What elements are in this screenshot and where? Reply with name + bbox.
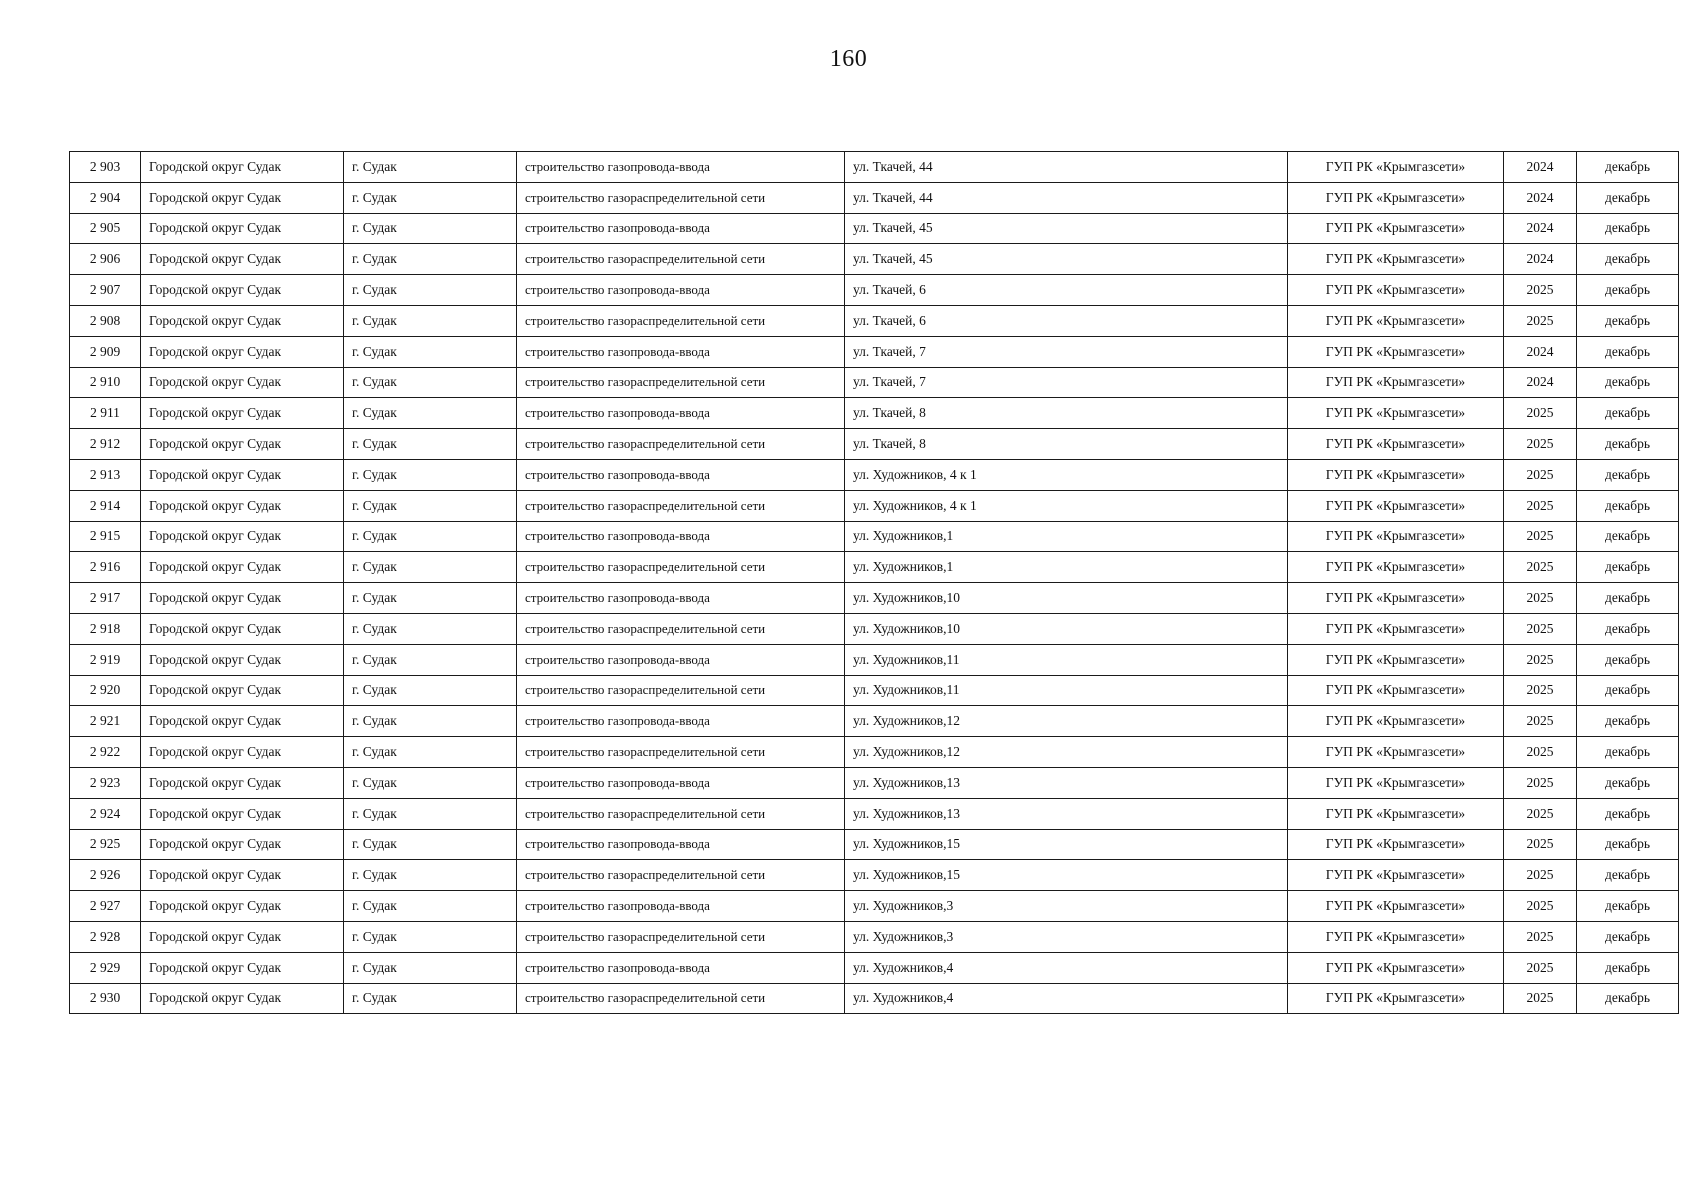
row-number-cell: 2 917 bbox=[70, 583, 141, 614]
district-cell: Городской округ Судак bbox=[141, 706, 344, 737]
city-cell: г. Судак bbox=[344, 829, 517, 860]
district-cell: Городской округ Судак bbox=[141, 891, 344, 922]
year-cell: 2025 bbox=[1504, 737, 1577, 768]
address-cell: ул. Ткачей, 45 bbox=[845, 213, 1288, 244]
address-cell: ул. Ткачей, 7 bbox=[845, 367, 1288, 398]
address-cell: ул. Ткачей, 8 bbox=[845, 398, 1288, 429]
month-cell: декабрь bbox=[1577, 429, 1679, 460]
district-cell: Городской округ Судак bbox=[141, 737, 344, 768]
row-number-cell: 2 928 bbox=[70, 921, 141, 952]
address-cell: ул. Художников,12 bbox=[845, 706, 1288, 737]
city-cell: г. Судак bbox=[344, 860, 517, 891]
row-number-cell: 2 923 bbox=[70, 767, 141, 798]
registry-table-body bbox=[70, 152, 1679, 1014]
address-cell: ул. Ткачей, 44 bbox=[845, 152, 1288, 183]
district-cell: Городской округ Судак bbox=[141, 675, 344, 706]
month-cell: декабрь bbox=[1577, 737, 1679, 768]
district-cell: Городской округ Судак bbox=[141, 490, 344, 521]
table-row bbox=[70, 737, 1679, 768]
district-cell: Городской округ Судак bbox=[141, 244, 344, 275]
year-cell: 2025 bbox=[1504, 429, 1577, 460]
table-row bbox=[70, 675, 1679, 706]
work-type-cell: строительство газораспределительной сети bbox=[517, 921, 845, 952]
year-cell: 2025 bbox=[1504, 829, 1577, 860]
row-number-cell: 2 921 bbox=[70, 706, 141, 737]
organization-cell: ГУП РК «Крымгазсети» bbox=[1288, 921, 1504, 952]
city-cell: г. Судак bbox=[344, 275, 517, 306]
district-cell: Городской округ Судак bbox=[141, 275, 344, 306]
month-cell: декабрь bbox=[1577, 213, 1679, 244]
year-cell: 2024 bbox=[1504, 152, 1577, 183]
work-type-cell: строительство газораспределительной сети bbox=[517, 675, 845, 706]
month-cell: декабрь bbox=[1577, 305, 1679, 336]
table-row bbox=[70, 459, 1679, 490]
table-row bbox=[70, 336, 1679, 367]
year-cell: 2025 bbox=[1504, 305, 1577, 336]
address-cell: ул. Художников,13 bbox=[845, 767, 1288, 798]
work-type-cell: строительство газораспределительной сети bbox=[517, 490, 845, 521]
month-cell: декабрь bbox=[1577, 891, 1679, 922]
month-cell: декабрь bbox=[1577, 860, 1679, 891]
city-cell: г. Судак bbox=[344, 921, 517, 952]
district-cell: Городской округ Судак bbox=[141, 952, 344, 983]
city-cell: г. Судак bbox=[344, 152, 517, 183]
year-cell: 2025 bbox=[1504, 706, 1577, 737]
organization-cell: ГУП РК «Крымгазсети» bbox=[1288, 891, 1504, 922]
city-cell: г. Судак bbox=[344, 891, 517, 922]
address-cell: ул. Ткачей, 7 bbox=[845, 336, 1288, 367]
row-number-cell: 2 922 bbox=[70, 737, 141, 768]
year-cell: 2024 bbox=[1504, 244, 1577, 275]
work-type-cell: строительство газораспределительной сети bbox=[517, 983, 845, 1014]
district-cell: Городской округ Судак bbox=[141, 182, 344, 213]
address-cell: ул. Художников,13 bbox=[845, 798, 1288, 829]
year-cell: 2025 bbox=[1504, 860, 1577, 891]
row-number-cell: 2 925 bbox=[70, 829, 141, 860]
city-cell: г. Судак bbox=[344, 552, 517, 583]
district-cell: Городской округ Судак bbox=[141, 398, 344, 429]
row-number-cell: 2 911 bbox=[70, 398, 141, 429]
month-cell: декабрь bbox=[1577, 583, 1679, 614]
organization-cell: ГУП РК «Крымгазсети» bbox=[1288, 336, 1504, 367]
address-cell: ул. Художников,15 bbox=[845, 829, 1288, 860]
table-row bbox=[70, 891, 1679, 922]
page-number: 160 bbox=[829, 46, 868, 72]
work-type-cell: строительство газораспределительной сети bbox=[517, 613, 845, 644]
city-cell: г. Судак bbox=[344, 521, 517, 552]
table-row bbox=[70, 490, 1679, 521]
work-type-cell: строительство газопровода-ввода bbox=[517, 767, 845, 798]
work-type-cell: строительство газораспределительной сети bbox=[517, 429, 845, 460]
city-cell: г. Судак bbox=[344, 244, 517, 275]
district-cell: Городской округ Судак bbox=[141, 429, 344, 460]
row-number-cell: 2 924 bbox=[70, 798, 141, 829]
organization-cell: ГУП РК «Крымгазсети» bbox=[1288, 767, 1504, 798]
address-cell: ул. Ткачей, 45 bbox=[845, 244, 1288, 275]
work-type-cell: строительство газопровода-ввода bbox=[517, 459, 845, 490]
work-type-cell: строительство газопровода-ввода bbox=[517, 152, 845, 183]
year-cell: 2025 bbox=[1504, 583, 1577, 614]
address-cell: ул. Художников,10 bbox=[845, 583, 1288, 614]
organization-cell: ГУП РК «Крымгазсети» bbox=[1288, 675, 1504, 706]
city-cell: г. Судак bbox=[344, 613, 517, 644]
city-cell: г. Судак bbox=[344, 398, 517, 429]
month-cell: декабрь bbox=[1577, 552, 1679, 583]
row-number-cell: 2 913 bbox=[70, 459, 141, 490]
work-type-cell: строительство газораспределительной сети bbox=[517, 798, 845, 829]
city-cell: г. Судак bbox=[344, 675, 517, 706]
year-cell: 2024 bbox=[1504, 367, 1577, 398]
organization-cell: ГУП РК «Крымгазсети» bbox=[1288, 952, 1504, 983]
table-row bbox=[70, 275, 1679, 306]
table-row bbox=[70, 367, 1679, 398]
organization-cell: ГУП РК «Крымгазсети» bbox=[1288, 459, 1504, 490]
city-cell: г. Судак bbox=[344, 429, 517, 460]
district-cell: Городской округ Судак bbox=[141, 552, 344, 583]
city-cell: г. Судак bbox=[344, 367, 517, 398]
year-cell: 2025 bbox=[1504, 398, 1577, 429]
year-cell: 2025 bbox=[1504, 798, 1577, 829]
month-cell: декабрь bbox=[1577, 182, 1679, 213]
row-number-cell: 2 912 bbox=[70, 429, 141, 460]
address-cell: ул. Художников,4 bbox=[845, 983, 1288, 1014]
district-cell: Городской округ Судак bbox=[141, 367, 344, 398]
work-type-cell: строительство газопровода-ввода bbox=[517, 706, 845, 737]
organization-cell: ГУП РК «Крымгазсети» bbox=[1288, 737, 1504, 768]
address-cell: ул. Художников,10 bbox=[845, 613, 1288, 644]
month-cell: декабрь bbox=[1577, 459, 1679, 490]
month-cell: декабрь bbox=[1577, 490, 1679, 521]
organization-cell: ГУП РК «Крымгазсети» bbox=[1288, 244, 1504, 275]
district-cell: Городской округ Судак bbox=[141, 583, 344, 614]
city-cell: г. Судак bbox=[344, 983, 517, 1014]
address-cell: ул. Художников,11 bbox=[845, 675, 1288, 706]
table-row bbox=[70, 521, 1679, 552]
row-number-cell: 2 914 bbox=[70, 490, 141, 521]
work-type-cell: строительство газопровода-ввода bbox=[517, 336, 845, 367]
organization-cell: ГУП РК «Крымгазсети» bbox=[1288, 182, 1504, 213]
year-cell: 2024 bbox=[1504, 213, 1577, 244]
address-cell: ул. Художников,3 bbox=[845, 921, 1288, 952]
row-number-cell: 2 907 bbox=[70, 275, 141, 306]
city-cell: г. Судак bbox=[344, 798, 517, 829]
address-cell: ул. Художников, 4 к 1 bbox=[845, 459, 1288, 490]
year-cell: 2025 bbox=[1504, 891, 1577, 922]
table-row bbox=[70, 798, 1679, 829]
organization-cell: ГУП РК «Крымгазсети» bbox=[1288, 798, 1504, 829]
district-cell: Городской округ Судак bbox=[141, 829, 344, 860]
year-cell: 2025 bbox=[1504, 275, 1577, 306]
month-cell: декабрь bbox=[1577, 921, 1679, 952]
year-cell: 2025 bbox=[1504, 459, 1577, 490]
month-cell: декабрь bbox=[1577, 767, 1679, 798]
year-cell: 2024 bbox=[1504, 336, 1577, 367]
organization-cell: ГУП РК «Крымгазсети» bbox=[1288, 706, 1504, 737]
month-cell: декабрь bbox=[1577, 644, 1679, 675]
district-cell: Городской округ Судак bbox=[141, 336, 344, 367]
work-type-cell: строительство газопровода-ввода bbox=[517, 398, 845, 429]
organization-cell: ГУП РК «Крымгазсети» bbox=[1288, 644, 1504, 675]
month-cell: декабрь bbox=[1577, 983, 1679, 1014]
organization-cell: ГУП РК «Крымгазсети» bbox=[1288, 429, 1504, 460]
year-cell: 2025 bbox=[1504, 552, 1577, 583]
organization-cell: ГУП РК «Крымгазсети» bbox=[1288, 367, 1504, 398]
address-cell: ул. Художников,1 bbox=[845, 552, 1288, 583]
organization-cell: ГУП РК «Крымгазсети» bbox=[1288, 152, 1504, 183]
district-cell: Городской округ Судак bbox=[141, 798, 344, 829]
city-cell: г. Судак bbox=[344, 644, 517, 675]
organization-cell: ГУП РК «Крымгазсети» bbox=[1288, 305, 1504, 336]
row-number-cell: 2 915 bbox=[70, 521, 141, 552]
city-cell: г. Судак bbox=[344, 305, 517, 336]
work-type-cell: строительство газораспределительной сети bbox=[517, 737, 845, 768]
row-number-cell: 2 908 bbox=[70, 305, 141, 336]
row-number-cell: 2 906 bbox=[70, 244, 141, 275]
work-type-cell: строительство газопровода-ввода bbox=[517, 644, 845, 675]
year-cell: 2024 bbox=[1504, 182, 1577, 213]
work-type-cell: строительство газораспределительной сети bbox=[517, 860, 845, 891]
month-cell: декабрь bbox=[1577, 675, 1679, 706]
row-number-cell: 2 918 bbox=[70, 613, 141, 644]
work-type-cell: строительство газораспределительной сети bbox=[517, 367, 845, 398]
city-cell: г. Судак bbox=[344, 213, 517, 244]
year-cell: 2025 bbox=[1504, 613, 1577, 644]
table-row bbox=[70, 305, 1679, 336]
month-cell: декабрь bbox=[1577, 152, 1679, 183]
table-row bbox=[70, 244, 1679, 275]
row-number-cell: 2 920 bbox=[70, 675, 141, 706]
city-cell: г. Судак bbox=[344, 706, 517, 737]
city-cell: г. Судак bbox=[344, 182, 517, 213]
month-cell: декабрь bbox=[1577, 798, 1679, 829]
month-cell: декабрь bbox=[1577, 613, 1679, 644]
month-cell: декабрь bbox=[1577, 275, 1679, 306]
city-cell: г. Судак bbox=[344, 336, 517, 367]
table-row bbox=[70, 829, 1679, 860]
address-cell: ул. Ткачей, 44 bbox=[845, 182, 1288, 213]
work-type-cell: строительство газопровода-ввода bbox=[517, 583, 845, 614]
organization-cell: ГУП РК «Крымгазсети» bbox=[1288, 829, 1504, 860]
city-cell: г. Судак bbox=[344, 459, 517, 490]
district-cell: Городской округ Судак bbox=[141, 613, 344, 644]
row-number-cell: 2 910 bbox=[70, 367, 141, 398]
address-cell: ул. Художников, 4 к 1 bbox=[845, 490, 1288, 521]
district-cell: Городской округ Судак bbox=[141, 983, 344, 1014]
work-type-cell: строительство газораспределительной сети bbox=[517, 182, 845, 213]
city-cell: г. Судак bbox=[344, 952, 517, 983]
address-cell: ул. Художников,12 bbox=[845, 737, 1288, 768]
row-number-cell: 2 930 bbox=[70, 983, 141, 1014]
district-cell: Городской округ Судак bbox=[141, 644, 344, 675]
row-number-cell: 2 927 bbox=[70, 891, 141, 922]
work-type-cell: строительство газопровода-ввода bbox=[517, 891, 845, 922]
work-type-cell: строительство газораспределительной сети bbox=[517, 552, 845, 583]
row-number-cell: 2 903 bbox=[70, 152, 141, 183]
district-cell: Городской округ Судак bbox=[141, 305, 344, 336]
row-number-cell: 2 904 bbox=[70, 182, 141, 213]
work-type-cell: строительство газопровода-ввода bbox=[517, 521, 845, 552]
work-type-cell: строительство газопровода-ввода bbox=[517, 213, 845, 244]
month-cell: декабрь bbox=[1577, 336, 1679, 367]
row-number-cell: 2 926 bbox=[70, 860, 141, 891]
city-cell: г. Судак bbox=[344, 583, 517, 614]
organization-cell: ГУП РК «Крымгазсети» bbox=[1288, 490, 1504, 521]
month-cell: декабрь bbox=[1577, 706, 1679, 737]
year-cell: 2025 bbox=[1504, 767, 1577, 798]
year-cell: 2025 bbox=[1504, 921, 1577, 952]
address-cell: ул. Ткачей, 8 bbox=[845, 429, 1288, 460]
address-cell: ул. Ткачей, 6 bbox=[845, 305, 1288, 336]
organization-cell: ГУП РК «Крымгазсети» bbox=[1288, 398, 1504, 429]
district-cell: Городской округ Судак bbox=[141, 459, 344, 490]
work-type-cell: строительство газораспределительной сети bbox=[517, 305, 845, 336]
table-row bbox=[70, 552, 1679, 583]
city-cell: г. Судак bbox=[344, 490, 517, 521]
organization-cell: ГУП РК «Крымгазсети» bbox=[1288, 613, 1504, 644]
city-cell: г. Судак bbox=[344, 737, 517, 768]
registry-table bbox=[69, 151, 1679, 1014]
table-row bbox=[70, 706, 1679, 737]
row-number-cell: 2 919 bbox=[70, 644, 141, 675]
district-cell: Городской округ Судак bbox=[141, 921, 344, 952]
organization-cell: ГУП РК «Крымгазсети» bbox=[1288, 275, 1504, 306]
month-cell: декабрь bbox=[1577, 952, 1679, 983]
work-type-cell: строительство газопровода-ввода bbox=[517, 829, 845, 860]
table-row bbox=[70, 952, 1679, 983]
organization-cell: ГУП РК «Крымгазсети» bbox=[1288, 552, 1504, 583]
row-number-cell: 2 929 bbox=[70, 952, 141, 983]
year-cell: 2025 bbox=[1504, 644, 1577, 675]
address-cell: ул. Художников,15 bbox=[845, 860, 1288, 891]
address-cell: ул. Художников,4 bbox=[845, 952, 1288, 983]
work-type-cell: строительство газораспределительной сети bbox=[517, 244, 845, 275]
table-row bbox=[70, 182, 1679, 213]
table-row bbox=[70, 429, 1679, 460]
address-cell: ул. Художников,3 bbox=[845, 891, 1288, 922]
year-cell: 2025 bbox=[1504, 521, 1577, 552]
table-row bbox=[70, 583, 1679, 614]
work-type-cell: строительство газопровода-ввода bbox=[517, 952, 845, 983]
district-cell: Городской округ Судак bbox=[141, 152, 344, 183]
city-cell: г. Судак bbox=[344, 767, 517, 798]
month-cell: декабрь bbox=[1577, 521, 1679, 552]
organization-cell: ГУП РК «Крымгазсети» bbox=[1288, 213, 1504, 244]
district-cell: Городской округ Судак bbox=[141, 521, 344, 552]
month-cell: декабрь bbox=[1577, 367, 1679, 398]
year-cell: 2025 bbox=[1504, 490, 1577, 521]
district-cell: Городской округ Судак bbox=[141, 213, 344, 244]
table-row bbox=[70, 213, 1679, 244]
month-cell: декабрь bbox=[1577, 398, 1679, 429]
month-cell: декабрь bbox=[1577, 244, 1679, 275]
table-row bbox=[70, 860, 1679, 891]
address-cell: ул. Художников,11 bbox=[845, 644, 1288, 675]
table-row bbox=[70, 921, 1679, 952]
month-cell: декабрь bbox=[1577, 829, 1679, 860]
organization-cell: ГУП РК «Крымгазсети» bbox=[1288, 521, 1504, 552]
year-cell: 2025 bbox=[1504, 983, 1577, 1014]
table-row bbox=[70, 983, 1679, 1014]
table-row bbox=[70, 644, 1679, 675]
table-row bbox=[70, 613, 1679, 644]
table-row bbox=[70, 767, 1679, 798]
district-cell: Городской округ Судак bbox=[141, 767, 344, 798]
district-cell: Городской округ Судак bbox=[141, 860, 344, 891]
row-number-cell: 2 916 bbox=[70, 552, 141, 583]
organization-cell: ГУП РК «Крымгазсети» bbox=[1288, 860, 1504, 891]
organization-cell: ГУП РК «Крымгазсети» bbox=[1288, 983, 1504, 1014]
address-cell: ул. Художников,1 bbox=[845, 521, 1288, 552]
row-number-cell: 2 909 bbox=[70, 336, 141, 367]
year-cell: 2025 bbox=[1504, 675, 1577, 706]
organization-cell: ГУП РК «Крымгазсети» bbox=[1288, 583, 1504, 614]
address-cell: ул. Ткачей, 6 bbox=[845, 275, 1288, 306]
row-number-cell: 2 905 bbox=[70, 213, 141, 244]
table-row bbox=[70, 152, 1679, 183]
work-type-cell: строительство газопровода-ввода bbox=[517, 275, 845, 306]
year-cell: 2025 bbox=[1504, 952, 1577, 983]
table-row bbox=[70, 398, 1679, 429]
